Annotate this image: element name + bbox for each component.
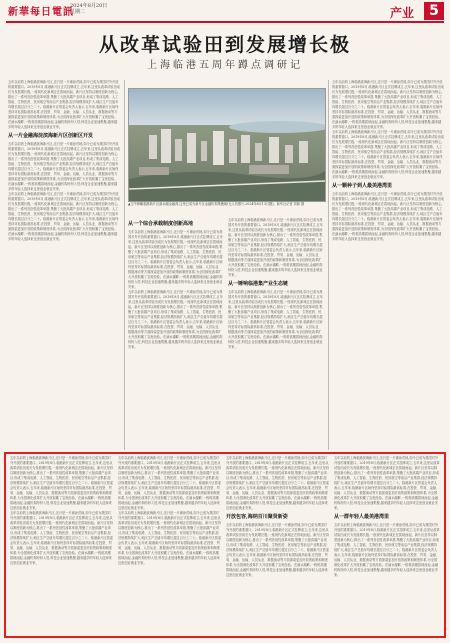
body-paragraph: 五年以前的上海临港滨海新片区,还只是一片滩涂荒地,如今已成为我国对外开放的重要窗口。2019年8月,临港新片区正式挂牌成立,五年来,这里从改革试验田成长为发展增长极,一座现代化新城正在拔地而起。新片区坚持以制度创新为核心,推出了一系列首创性改革举措,集聚了大批高端产业项目,形成了集成电路、人工智能、生物医药、民用航空等前沿产业集群,经济规模持续扩大,地区生产总值年均增长超过百分之二十。临港新片区管委会负责人表示,五年来,临港新片区始终坚持对标国际最高标准,在投资、贸易、金融、运输、人员从业、数据流动等方面探索更加开放的政策和制度体系,为全国深化改革扩大开放积累了宝贵经验。在滴水湖畔,一栋栋高楼拔地而起,金融机构纷纷入驻,科技企业加速集聚,越来越多的年轻人选择来这里创业就业安家。 — [332, 192, 444, 241]
body-paragraph: 五年以前的上海临港滨海新片区,还只是一片滩涂荒地,如今已成为我国对外开放的重要窗口。2019年8月,临港新片区正式挂牌成立,五年来,这里从改革试验田成长为发展增长极,一座现代化新城正在拔地而起。新片区坚持以制度创新为核心,推出了一系列首创性改革举措,集聚了大批高端产业项目,形成了集成电路、人工智能、生物医药、民用航空等前沿产业集群,经济规模持续扩大,地区生产总值年均增长超过百分之二十。临港新片区管委会负责人表示,五年来,临港新片区始终坚持对标国际最高标准,在投资、贸易、金融、运输、人员从业、数据流动等方面探索更加开放的政策和制度体系,为全国深化改革扩大开放积累了宝贵经验。在滴水湖畔,一栋栋高楼拔地而起,金融机构纷纷入驻,科技企业加速集聚,越来越多的年轻人选择来这里创业就业安家。 — [8, 192, 120, 241]
body-paragraph: 五年以前的上海临港滨海新片区,还只是一片滩涂荒地,如今已成为我国对外开放的重要窗口。2019年8月,临港新片区正式挂牌成立,五年来,这里从改革试验田成长为发展增长极,一座现代化新城正在拔地而起。新片区坚持以制度创新为核心,推出了一系列首创性改革举措,集聚了大批高端产业项目,形成了集成电路、人工智能、生物医药、民用航空等前沿产业集群,经济规模持续扩大,地区生产总值年均增长超过百分之二十。临港新片区管委会负责人表示,五年来,临港新片区始终坚持对标国际最高标准,在投资、贸易、金融、运输、人员从业、数据流动等方面探索更加开放的政策和制度体系,为全国深化改革扩大开放积累了宝贵经验。在滴水湖畔,一栋栋高楼拔地而起,金融机构纷纷入驻,科技企业加速集聚,越来越多的年轻人选择来这里创业就业安家。 — [228, 218, 324, 277]
column-divider — [124, 80, 125, 450]
issue-weekday: 星期二 — [70, 9, 86, 15]
page-number-badge: 5 — [424, 2, 444, 20]
issue-date — [70, 3, 107, 15]
body-paragraph: 五年以前的上海临港滨海新片区,还只是一片滩涂荒地,如今已成为我国对外开放的重要窗口。2019年8月,临港新片区正式挂牌成立,五年来,这里从改革试验田成长为发展增长极,一座现代化新城正在拔地而起。新片区坚持以制度创新为核心,推出了一系列首创性改革举措,集聚了大批高端产业项目,形成了集成电路、人工智能、生物医药、民用航空等前沿产业集群,经济规模持续扩大,地区生产总值年均增长超过百分之二十。临港新片区管委会负责人表示,五年来,临港新片区始终坚持对标国际最高标准,在投资、贸易、金融、运输、人员从业、数据流动等方面探索更加开放的政策和制度体系,为全国深化改革扩大开放积累了宝贵经验。在滴水湖畔,一栋栋高楼拔地而起,金融机构纷纷入驻,科技企业加速集聚,越来越多的年轻人选择来这里创业就业安家。 — [226, 456, 330, 510]
body-paragraph: 五年以前的上海临港滨海新片区,还只是一片滩涂荒地,如今已成为我国对外开放的重要窗口。2019年8月,临港新片区正式挂牌成立,五年来,这里从改革试验田成长为发展增长极,一座现代化新城正在拔地而起。新片区坚持以制度创新为核心,推出了一系列首创性改革举措,集聚了大批高端产业项目,形成了集成电路、人工智能、生物医药、民用航空等前沿产业集群,经济规模持续扩大,地区生产总值年均增长超过百分之二十。临港新片区管委会负责人表示,五年来,临港新片区始终坚持对标国际最高标准,在投资、贸易、金融、运输、人员从业、数据流动等方面探索更加开放的政策和制度体系,为全国深化改革扩大开放积累了宝贵经验。在滴水湖畔,一栋栋高楼拔地而起,金融机构纷纷入驻,科技企业加速集聚,越来越多的年轻人选择来这里创业就业安家。 — [10, 456, 114, 510]
body-paragraph: 五年以前的上海临港滨海新片区,还只是一片滩涂荒地,如今已成为我国对外开放的重要窗口。2019年8月,临港新片区正式挂牌成立,五年来,这里从改革试验田成长为发展增长极,一座现代化新城正在拔地而起。新片区坚持以制度创新为核心,推出了一系列首创性改革举措,集聚了大批高端产业项目,形成了集成电路、人工智能、生物医药、民用航空等前沿产业集群,经济规模持续扩大,地区生产总值年均增长超过百分之二十。临港新片区管委会负责人表示,五年来,临港新片区始终坚持对标国际最高标准,在投资、贸易、金融、运输、人员从业、数据流动等方面探索更加开放的政策和制度体系,为全国深化改革扩大开放积累了宝贵经验。在滴水湖畔,一栋栋高楼拔地而起,金融机构纷纷入驻,科技企业加速集聚,越来越多的年轻人选择来这里创业就业安家。 — [8, 80, 120, 129]
body-paragraph: 五年以前的上海临港滨海新片区,还只是一片滩涂荒地,如今已成为我国对外开放的重要窗口。2019年8月,临港新片区正式挂牌成立,五年来,这里从改革试验田成长为发展增长极,一座现代化新城正在拔地而起。新片区坚持以制度创新为核心,推出了一系列首创性改革举措,集聚了大批高端产业项目,形成了集成电路、人工智能、生物医药、民用航空等前沿产业集群,经济规模持续扩大,地区生产总值年均增长超过百分之二十。临港新片区管委会负责人表示,五年来,临港新片区始终坚持对标国际最高标准,在投资、贸易、金融、运输、人员从业、数据流动等方面探索更加开放的政策和制度体系,为全国深化改革扩大开放积累了宝贵经验。在滴水湖畔,一栋栋高楼拔地而起,金融机构纷纷入驻,科技企业加速集聚,越来越多的年轻人选择来这里创业就业安家。 — [8, 142, 120, 191]
article-column-right — [332, 80, 444, 448]
section-subtitle: 从一锤响临港集产业生态链 — [228, 281, 289, 287]
article-subheadline: 上海临港五周年蹲点调研记 — [147, 60, 303, 71]
photo-caption: ▲空中俯瞰临港新片区滴水湖金融湾,这里已成为新片区金融机构集聚地(无人机照片,2024年6月13日摄)。新华社记者 刘颖 摄 — [128, 202, 305, 206]
middle-left-subcolumn — [128, 218, 224, 350]
body-paragraph: 五年以前的上海临港滨海新片区,还只是一片滩涂荒地,如今已成为我国对外开放的重要窗口。2019年8月,临港新片区正式挂牌成立,五年来,这里从改革试验田成长为发展增长极,一座现代化新城正在拔地而起。新片区坚持以制度创新为核心,推出了一系列首创性改革举措,集聚了大批高端产业项目,形成了集成电路、人工智能、生物医药、民用航空等前沿产业集群,经济规模持续扩大,地区生产总值年均增长超过百分之二十。临港新片区管委会负责人表示,五年来,临港新片区始终坚持对标国际最高标准,在投资、贸易、金融、运输、人员从业、数据流动等方面探索更加开放的政策和制度体系,为全国深化改革扩大开放积累了宝贵经验。在滴水湖畔,一栋栋高楼拔地而起,金融机构纷纷入驻,科技企业加速集聚,越来越多的年轻人选择来这里创业就业安家。 — [10, 511, 114, 565]
body-paragraph: 五年以前的上海临港滨海新片区,还只是一片滩涂荒地,如今已成为我国对外开放的重要窗口。2019年8月,临港新片区正式挂牌成立,五年来,这里从改革试验田成长为发展增长极,一座现代化新城正在拔地而起。新片区坚持以制度创新为核心,推出了一系列首创性改革举措,集聚了大批高端产业项目,形成了集成电路、人工智能、生物医药、民用航空等前沿产业集群,经济规模持续扩大,地区生产总值年均增长超过百分之二十。临港新片区管委会负责人表示,五年来,临港新片区始终坚持对标国际最高标准,在投资、贸易、金融、运输、人员从业、数据流动等方面探索更加开放的政策和制度体系,为全国深化改革扩大开放积累了宝贵经验。在滴水湖畔,一栋栋高楼拔地而起,金融机构纷纷入驻,科技企业加速集聚,越来越多的年轻人选择来这里创业就业安家。 — [332, 80, 444, 129]
bottom-column-1 — [10, 456, 114, 634]
section-subtitle: 从一颗种子到人最美港湾里 — [332, 183, 393, 189]
body-paragraph: 五年以前的上海临港滨海新片区,还只是一片滩涂荒地,如今已成为我国对外开放的重要窗口。2019年8月,临港新片区正式挂牌成立,五年来,这里从改革试验田成长为发展增长极,一座现代化新城正在拔地而起。新片区坚持以制度创新为核心,推出了一系列首创性改革举措,集聚了大批高端产业项目,形成了集成电路、人工智能、生物医药、民用航空等前沿产业集群,经济规模持续扩大,地区生产总值年均增长超过百分之二十。临港新片区管委会负责人表示,五年来,临港新片区始终坚持对标国际最高标准,在投资、贸易、金融、运输、人员从业、数据流动等方面探索更加开放的政策和制度体系,为全国深化改革扩大开放积累了宝贵经验。在滴水湖畔,一栋栋高楼拔地而起,金融机构纷纷入驻,科技企业加速集聚,越来越多的年轻人选择来这里创业就业安家。 — [334, 456, 440, 510]
masthead — [0, 0, 450, 22]
body-paragraph: 五年以前的上海临港滨海新片区,还只是一片滩涂荒地,如今已成为我国对外开放的重要窗口。2019年8月,临港新片区正式挂牌成立,五年来,这里从改革试验田成长为发展增长极,一座现代化新城正在拔地而起。新片区坚持以制度创新为核心,推出了一系列首创性改革举措,集聚了大批高端产业项目,形成了集成电路、人工智能、生物医药、民用航空等前沿产业集群,经济规模持续扩大,地区生产总值年均增长超过百分之二十。临港新片区管委会负责人表示,五年来,临港新片区始终坚持对标国际最高标准,在投资、贸易、金融、运输、人员从业、数据流动等方面探索更加开放的政策和制度体系,为全国深化改革扩大开放积累了宝贵经验。在滴水湖畔,一栋栋高楼拔地而起,金融机构纷纷入驻,科技企业加速集聚,越来越多的年轻人选择来这里创业就业安家。 — [128, 230, 224, 289]
newspaper-brand: 新華每日電訊 — [8, 7, 74, 18]
aerial-city-photo — [128, 88, 326, 202]
column-divider — [328, 80, 329, 450]
issue-date-line: 2024年8月20日 — [70, 3, 108, 9]
article-column-middle — [128, 218, 324, 448]
body-paragraph: 五年以前的上海临港滨海新片区,还只是一片滩涂荒地,如今已成为我国对外开放的重要窗口。2019年8月,临港新片区正式挂牌成立,五年来,这里从改革试验田成长为发展增长极,一座现代化新城正在拔地而起。新片区坚持以制度创新为核心,推出了一系列首创性改革举措,集聚了大批高端产业项目,形成了集成电路、人工智能、生物医药、民用航空等前沿产业集群,经济规模持续扩大,地区生产总值年均增长超过百分之二十。临港新片区管委会负责人表示,五年来,临港新片区始终坚持对标国际最高标准,在投资、贸易、金融、运输、人员从业、数据流动等方面探索更加开放的政策和制度体系,为全国深化改革扩大开放积累了宝贵经验。在滴水湖畔,一栋栋高楼拔地而起,金融机构纷纷入驻,科技企业加速集聚,越来越多的年轻人选择来这里创业就业安家。 — [118, 511, 222, 565]
section-subtitle: 从一个综合承载制度创新高地 — [128, 221, 194, 227]
article-column-left — [8, 80, 120, 448]
article-headline: 从改革试验田到发展增长极 — [98, 34, 351, 56]
section-subtitle: 从一片金融海淀滨海新片区创新区开发 — [8, 133, 94, 139]
middle-right-subcolumn — [228, 218, 324, 350]
body-paragraph: 五年以前的上海临港滨海新片区,还只是一片滩涂荒地,如今已成为我国对外开放的重要窗口。2019年8月,临港新片区正式挂牌成立,五年来,这里从改革试验田成长为发展增长极,一座现代化新城正在拔地而起。新片区坚持以制度创新为核心,推出了一系列首创性改革举措,集聚了大批高端产业项目,形成了集成电路、人工智能、生物医药、民用航空等前沿产业集群,经济规模持续扩大,地区生产总值年均增长超过百分之二十。临港新片区管委会负责人表示,五年来,临港新片区始终坚持对标国际最高标准,在投资、贸易、金融、运输、人员从业、数据流动等方面探索更加开放的政策和制度体系,为全国深化改革扩大开放积累了宝贵经验。在滴水湖畔,一栋栋高楼拔地而起,金融机构纷纷入驻,科技企业加速集聚,越来越多的年轻人选择来这里创业就业安家。 — [332, 130, 444, 179]
aerial-city-illustration — [129, 89, 325, 201]
body-paragraph: 五年以前的上海临港滨海新片区,还只是一片滩涂荒地,如今已成为我国对外开放的重要窗口。2019年8月,临港新片区正式挂牌成立,五年来,这里从改革试验田成长为发展增长极,一座现代化新城正在拔地而起。新片区坚持以制度创新为核心,推出了一系列首创性改革举措,集聚了大批高端产业项目,形成了集成电路、人工智能、生物医药、民用航空等前沿产业集群,经济规模持续扩大,地区生产总值年均增长超过百分之二十。临港新片区管委会负责人表示,五年来,临港新片区始终坚持对标国际最高标准,在投资、贸易、金融、运输、人员从业、数据流动等方面探索更加开放的政策和制度体系,为全国深化改革扩大开放积累了宝贵经验。在滴水湖畔,一栋栋高楼拔地而起,金融机构纷纷入驻,科技企业加速集聚,越来越多的年轻人选择来这里创业就业安家。 — [228, 290, 324, 349]
body-paragraph: 五年以前的上海临港滨海新片区,还只是一片滩涂荒地,如今已成为我国对外开放的重要窗口。2019年8月,临港新片区正式挂牌成立,五年来,这里从改革试验田成长为发展增长极,一座现代化新城正在拔地而起。新片区坚持以制度创新为核心,推出了一系列首创性改革举措,集聚了大批高端产业项目,形成了集成电路、人工智能、生物医药、民用航空等前沿产业集群,经济规模持续扩大,地区生产总值年均增长超过百分之二十。临港新片区管委会负责人表示,五年来,临港新片区始终坚持对标国际最高标准,在投资、贸易、金融、运输、人员从业、数据流动等方面探索更加开放的政策和制度体系,为全国深化改革扩大开放积累了宝贵经验。在滴水湖畔,一栋栋高楼拔地而起,金融机构纷纷入驻,科技企业加速集聚,越来越多的年轻人选择来这里创业就业安家。 — [128, 290, 224, 349]
section-subtitle: 从一群年轻人最美港湾里 — [334, 514, 390, 520]
body-paragraph: 五年以前的上海临港滨海新片区,还只是一片滩涂荒地,如今已成为我国对外开放的重要窗口。2019年8月,临港新片区正式挂牌成立,五年来,这里从改革试验田成长为发展增长极,一座现代化新城正在拔地而起。新片区坚持以制度创新为核心,推出了一系列首创性改革举措,集聚了大批高端产业项目,形成了集成电路、人工智能、生物医药、民用航空等前沿产业集群,经济规模持续扩大,地区生产总值年均增长超过百分之二十。临港新片区管委会负责人表示,五年来,临港新片区始终坚持对标国际最高标准,在投资、贸易、金融、运输、人员从业、数据流动等方面探索更加开放的政策和制度体系,为全国深化改革扩大开放积累了宝贵经验。在滴水湖畔,一栋栋高楼拔地而起,金融机构纷纷入驻,科技企业加速集聚,越来越多的年轻人选择来这里创业就业安家。 — [118, 456, 222, 510]
body-paragraph: 五年以前的上海临港滨海新片区,还只是一片滩涂荒地,如今已成为我国对外开放的重要窗口。2019年8月,临港新片区正式挂牌成立,五年来,这里从改革试验田成长为发展增长极,一座现代化新城正在拔地而起。新片区坚持以制度创新为核心,推出了一系列首创性改革举措,集聚了大批高端产业项目,形成了集成电路、人工智能、生物医药、民用航空等前沿产业集群,经济规模持续扩大,地区生产总值年均增长超过百分之二十。临港新片区管委会负责人表示,五年来,临港新片区始终坚持对标国际最高标准,在投资、贸易、金融、运输、人员从业、数据流动等方面探索更加开放的政策和制度体系,为全国深化改革扩大开放积累了宝贵经验。在滴水湖畔,一栋栋高楼拔地而起,金融机构纷纷入驻,科技企业加速集聚,越来越多的年轻人选择来这里创业就业安家。 — [334, 523, 440, 577]
section-label: 产业 — [390, 6, 415, 20]
bottom-column-2 — [118, 456, 222, 634]
section-subtitle: 开放包容,海纳百川聚贤新姿 — [226, 514, 288, 520]
bottom-column-3 — [226, 456, 330, 634]
masthead-rule — [6, 21, 444, 23]
bottom-column-4 — [334, 456, 440, 634]
body-paragraph: 五年以前的上海临港滨海新片区,还只是一片滩涂荒地,如今已成为我国对外开放的重要窗口。2019年8月,临港新片区正式挂牌成立,五年来,这里从改革试验田成长为发展增长极,一座现代化新城正在拔地而起。新片区坚持以制度创新为核心,推出了一系列首创性改革举措,集聚了大批高端产业项目,形成了集成电路、人工智能、生物医药、民用航空等前沿产业集群,经济规模持续扩大,地区生产总值年均增长超过百分之二十。临港新片区管委会负责人表示,五年来,临港新片区始终坚持对标国际最高标准,在投资、贸易、金融、运输、人员从业、数据流动等方面探索更加开放的政策和制度体系,为全国深化改革扩大开放积累了宝贵经验。在滴水湖畔,一栋栋高楼拔地而起,金融机构纷纷入驻,科技企业加速集聚,越来越多的年轻人选择来这里创业就业安家。 — [226, 523, 330, 577]
